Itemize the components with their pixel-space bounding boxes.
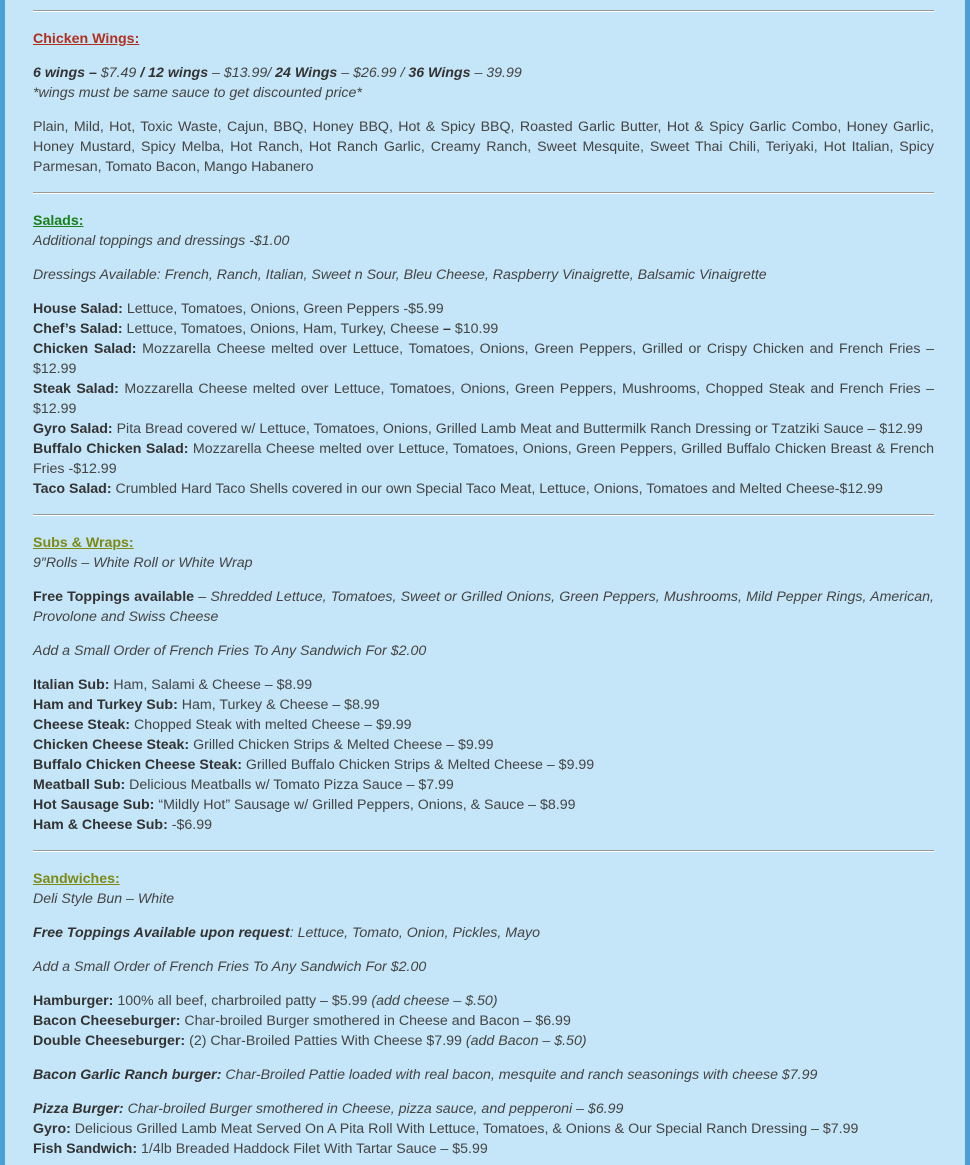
section-divider <box>33 10 934 12</box>
item-desc: Char-broiled Burger smothered in Cheese and Bacon – $6.99 <box>180 1013 571 1029</box>
item-desc: Lettuce, Tomatoes, Onions, Green Peppers -$5.99 <box>122 301 444 317</box>
item-desc: Pita Bread covered w/ Lettuce, Tomatoes, Onions, Grilled Lamb Meat and Buttermilk Ranch Dressing or Tzatziki Sauce – $12.99 <box>112 421 923 437</box>
subs-note: 9″Rolls – White Roll or White Wrap <box>33 555 253 571</box>
item-desc: Char-Broiled Pattie loaded with real bacon, mesquite and ranch seasonings with cheese $7.99 <box>221 1067 818 1083</box>
item-name: Buffalo Chicken Cheese Steak: <box>33 757 242 773</box>
price-24: – $26.99 / <box>337 65 405 81</box>
free-toppings-label: Free Toppings available <box>33 589 195 605</box>
price-6: $7.49 <box>96 65 137 81</box>
item-name: Cheese Steak: <box>33 717 130 733</box>
item-desc: Lettuce, Tomatoes, Onions, Ham, Turkey, Cheese <box>122 321 444 337</box>
sandwiches-free-toppings <box>33 923 934 943</box>
item-desc: Ham, Turkey & Cheese – $8.99 <box>177 697 380 713</box>
price-36: – 39.99 <box>470 65 522 81</box>
item-desc: -$6.99 <box>167 817 212 833</box>
item-desc: Char-broiled Burger smothered in Cheese, pizza sauce, and pepperoni – $6.99 <box>123 1101 624 1117</box>
list-item <box>33 715 934 735</box>
wings-note: *wings must be same sauce to get discounted price* <box>33 85 362 101</box>
list-item <box>33 815 934 835</box>
list-item <box>33 991 934 1011</box>
subs-free-toppings <box>33 587 934 627</box>
list-item <box>33 1031 934 1051</box>
item-desc: 100% all beef, charbroiled patty – $5.99 <box>113 993 372 1009</box>
free-toppings-dash: – <box>194 589 211 605</box>
list-item <box>33 1011 934 1031</box>
item-desc: Grilled Chicken Strips & Melted Cheese – $9.99 <box>189 737 494 753</box>
item-name: Taco Salad: <box>33 481 112 497</box>
price-slash: / <box>136 65 149 81</box>
salads-dressings: Dressings Available: French, Ranch, Italian, Sweet n Sour, Bleu Cheese, Raspberry Vinaigrette, Balsamic Vinaigrette <box>33 267 767 283</box>
wings-heading: Chicken Wings: <box>33 31 140 47</box>
subs-list <box>33 675 934 835</box>
list-item <box>33 319 934 339</box>
list-item <box>33 735 934 755</box>
list-item <box>33 379 934 419</box>
list-item <box>33 419 934 439</box>
item-name: Chicken Cheese Steak: <box>33 737 190 753</box>
price-6-label: 6 wings – <box>33 65 97 81</box>
item-desc: Ham, Salami & Cheese – $8.99 <box>109 677 313 693</box>
salads-note: Additional toppings and dressings -$1.00 <box>33 233 290 249</box>
item-name: Buffalo Chicken Salad: <box>33 441 189 457</box>
price-36-label: 36 Wings <box>404 65 471 81</box>
free-toppings-label: Free Toppings Available upon request <box>33 925 290 941</box>
section-divider <box>33 850 934 852</box>
section-divider <box>33 192 934 194</box>
item-desc: “Mildly Hot” Sausage w/ Grilled Peppers, Onions, & Sauce – $8.99 <box>154 797 576 813</box>
item-extra: (add Bacon – $.50) <box>465 1033 587 1049</box>
item-name: Bacon Garlic Ranch burger: <box>33 1067 222 1083</box>
subs-fries-note: Add a Small Order of French Fries To Any Sandwich For $2.00 <box>33 643 427 659</box>
sandwiches-fries-note: Add a Small Order of French Fries To Any Sandwich For $2.00 <box>33 959 427 975</box>
wings-prices <box>33 63 934 83</box>
list-item <box>33 299 934 319</box>
list-item <box>33 1065 934 1085</box>
price-24-label: 24 Wings <box>271 65 338 81</box>
item-name: Chef’s Salad: <box>33 321 123 337</box>
left-border <box>0 0 5 1165</box>
sandwiches-heading: Sandwiches: <box>33 871 120 887</box>
list-item <box>33 755 934 775</box>
item-name: Ham and Turkey Sub: <box>33 697 178 713</box>
item-desc: Mozzarella Cheese melted over Lettuce, Tomatoes, Onions, Green Peppers, Grilled or Crispy Chicken and French Fries – $12.99 <box>33 341 934 377</box>
burger-list <box>33 991 934 1051</box>
item-extra: (add cheese – $.50) <box>371 993 498 1009</box>
wings-sauces: Plain, Mild, Hot, Toxic Waste, Cajun, BBQ, Honey BBQ, Hot & Spicy BBQ, Roasted Garlic Butter, Hot & Spicy Garlic Combo, Honey Garlic, Honey Mustard, Spicy Melba, Hot Ranch, Hot Ranch Garlic, Creamy Ranch, Sweet Mesquite, Sweet Thai Chili, Teriyaki, Hot Italian, Spicy Parmesan, Tomato Bacon, Mango Habanero <box>33 119 934 175</box>
item-name: Ham & Cheese Sub: <box>33 817 168 833</box>
list-item <box>33 795 934 815</box>
free-toppings-list: Shredded Lettuce, Tomatoes, Sweet or Grilled Onions, Green Peppers, Mushrooms, Mild Pepper Rings, American, Provolone and Swiss Cheese <box>33 589 934 625</box>
item-desc: Grilled Buffalo Chicken Strips & Melted Cheese – $9.99 <box>241 757 595 773</box>
item-name: Gyro Salad: <box>33 421 113 437</box>
list-item <box>33 479 934 499</box>
section-divider <box>33 514 934 516</box>
list-item <box>33 1119 934 1139</box>
list-item <box>33 439 934 479</box>
list-item <box>33 695 934 715</box>
sandwich-list <box>33 1099 934 1159</box>
item-desc: Crumbled Hard Taco Shells covered in our own Special Taco Meat, Lettuce, Onions, Tomatoes and Melted Cheese-$12.99 <box>111 481 883 497</box>
price-12: – $13.99/ <box>208 65 272 81</box>
item-name: Meatball Sub: <box>33 777 126 793</box>
item-desc: Chopped Steak with melted Cheese – $9.99 <box>130 717 412 733</box>
list-item <box>33 339 934 379</box>
item-desc: 1/4lb Breaded Haddock Filet With Tartar Sauce – $5.99 <box>137 1141 488 1157</box>
menu-content <box>33 0 934 1159</box>
salad-list <box>33 299 934 499</box>
item-name: Gyro: <box>33 1121 71 1137</box>
item-desc: Delicious Grilled Lamb Meat Served On A Pita Roll With Lettuce, Tomatoes, & Onions & Our Special Ranch Dressing – $7.99 <box>70 1121 859 1137</box>
item-dash: – <box>443 321 451 337</box>
list-item <box>33 775 934 795</box>
item-name: Fish Sandwich: <box>33 1141 138 1157</box>
item-desc: (2) Char-Broiled Patties With Cheese $7.99 <box>185 1033 466 1049</box>
item-name: Bacon Cheeseburger: <box>33 1013 181 1029</box>
item-desc: Mozzarella Cheese melted over Lettuce, Tomatoes, Onions, Green Peppers, Grilled Buffalo Chicken Breast & French Fries -$12.99 <box>33 441 934 477</box>
salads-heading: Salads: <box>33 213 84 229</box>
price-12-label: 12 wings <box>148 65 209 81</box>
item-name: Steak Salad: <box>33 381 119 397</box>
list-item <box>33 1139 934 1159</box>
free-toppings-list: : Lettuce, Tomato, Onion, Pickles, Mayo <box>289 925 540 941</box>
item-name: Hot Sausage Sub: <box>33 797 155 813</box>
list-item <box>33 1099 934 1119</box>
item-name: House Salad: <box>33 301 123 317</box>
item-name: Hamburger: <box>33 993 114 1009</box>
item-price: $10.99 <box>450 321 499 337</box>
item-name: Chicken Salad: <box>33 341 137 357</box>
sandwiches-note: Deli Style Bun – White <box>33 891 175 907</box>
right-border <box>965 0 970 1165</box>
item-name: Italian Sub: <box>33 677 110 693</box>
item-name: Pizza Burger: <box>33 1101 124 1117</box>
subs-heading: Subs & Wraps: <box>33 535 134 551</box>
item-desc: Delicious Meatballs w/ Tomato Pizza Sauce – $7.99 <box>125 777 454 793</box>
item-desc: Mozzarella Cheese melted over Lettuce, Tomatoes, Onions, Green Peppers, Mushrooms, Chopped Steak and French Fries – $12.99 <box>33 381 934 417</box>
list-item <box>33 675 934 695</box>
item-name: Double Cheeseburger: <box>33 1033 186 1049</box>
